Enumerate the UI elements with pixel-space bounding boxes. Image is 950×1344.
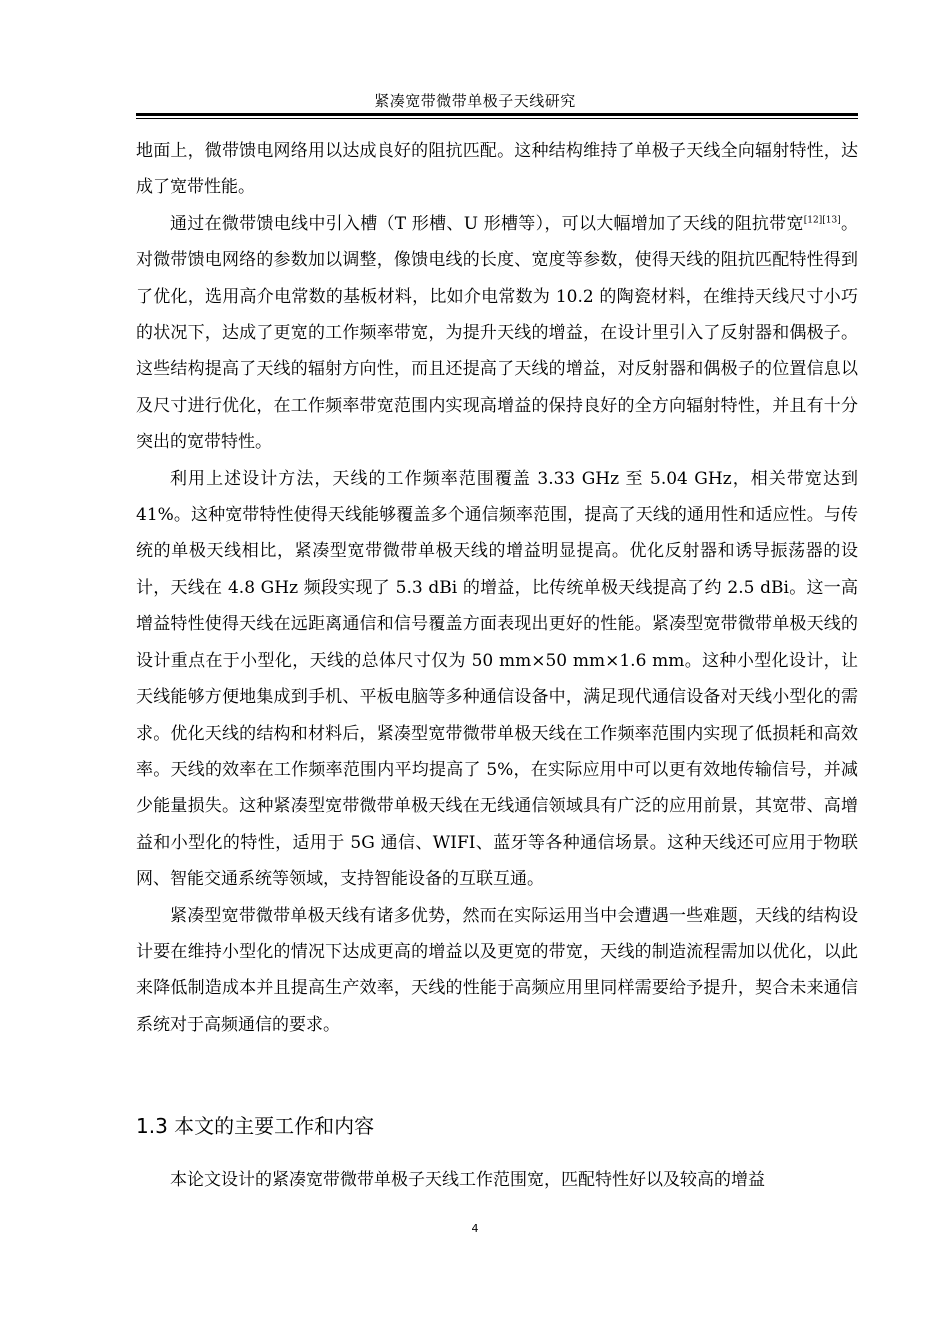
paragraph-performance: 利用上述设计方法，天线的工作频率范围覆盖 3.33 GHz 至 5.04 GHz，相关带宽达到 41%。这种宽带特性使得天线能够覆盖多个通信频率范围，提高了天线的通用性和适应性。与传统的单极天线相比，紧凑型宽带微带单极天线的增益明显提高。优化反射器和诱导振荡器的设计，天线在 4.8 GHz 频段实现了 5.3 dBi 的增益，比传统单极天线提高了约 2.5 dBi。这一高增益特性使得天线在远距离通信和信号覆盖方面表现出更好的性能。紧凑型宽带微带单极天线的设计重点在于小型化，天线的总体尺寸仅为 50 mm×50 mm×1.6 mm。这种小型化设计，让天线能够方便地集成到手机、平板电脑等多种通信设备中，满足现代通信设备对天线小型化的需求。优化天线的结构和材料后，紧凑型宽带微带单极天线在工作频率范围内实现了低损耗和高效率。天线的效率在工作频率范围内平均提高了 5%，在实际应用中可以更有效地传输信号，并减少能量损失。这种紧凑型宽带微带单极天线在无线通信领域具有广泛的应用前景，其宽带、高增益和小型化的特性，适用于 5G 通信、WIFI、蓝牙等各种通信场景。这种天线还可应用于物联网、智能交通系统等领域，支持智能设备的互联互通。 [136, 468, 858, 890]
section-first-paragraph: 本论文设计的紧凑宽带微带单极子天线工作范围宽，匹配特性好以及较高的增益 [170, 1170, 765, 1190]
paragraph-text: 。对微带馈电网络的参数加以调整，像馈电线的长度、宽度等参数，使得天线的阻抗匹配特性得到了优化，选用高介电常数的基板材料，比如介电常数为 10.2 的陶瓷材料，在维持天线尺寸小巧的状况下，达成了更宽的工作频率带宽，为提升天线的增益，在设计里引入了反射器和偶极子。这些结构提高了天线的辐射方向性，而且还提高了天线的增益，对反射器和偶极子的位置信息以及尺寸进行优化，在工作频率带宽范围内实现高增益的保持良好的全方向辐射特性，并且有十分突出的宽带特性。 [136, 213, 858, 453]
running-header-title: 紧凑宽带微带单极子天线研究 [374, 92, 576, 110]
header-rule-thick [136, 113, 858, 116]
body-text [136, 133, 858, 1043]
paragraph-challenges: 紧凑型宽带微带单极天线有诸多优势，然而在实际运用当中会遭遇一些难题，天线的结构设计要在维持小型化的情况下达成更高的增益以及更宽的带宽，天线的制造流程需加以优化，以此来降低制造成本并且提高生产效率，天线的性能于高频应用里同样需要给予提升，契合未来通信系统对于高频通信的要求。 [136, 905, 858, 1035]
paragraph-text: 通过在微带馈电线中引入槽（T 形槽、U 形槽等），可以大幅增加了天线的阻抗带宽 [170, 213, 804, 234]
section-heading: 1.3 本文的主要工作和内容 [136, 1114, 375, 1138]
paragraph-slot-feeding [136, 206, 858, 461]
page-number: 4 [471, 1222, 479, 1235]
citation-ref: [12][13] [803, 215, 841, 226]
paragraph-continuation: 地面上，微带馈电网络用以达成良好的阻抗匹配。这种结构维持了单极子天线全向辐射特性，达成了宽带性能。 [136, 141, 858, 198]
header-rule-thin [136, 118, 858, 119]
